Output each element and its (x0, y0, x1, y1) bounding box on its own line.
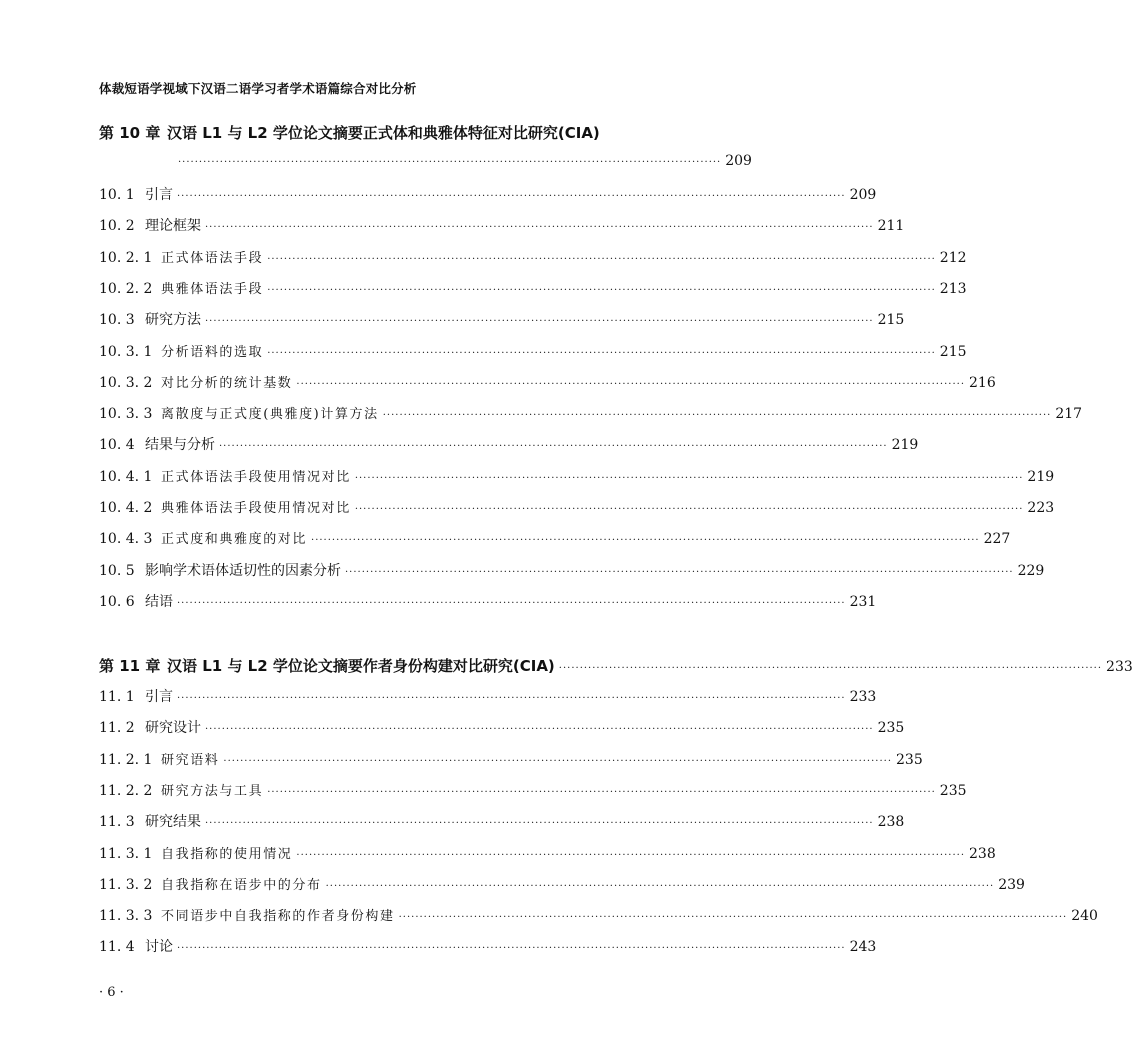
toc-entry-title: 结果与分析 (145, 437, 215, 454)
dot-leader: ································································································································································ (311, 535, 980, 547)
toc-entry (99, 560, 1045, 582)
toc-entry-title: 引言 (145, 187, 173, 203)
toc-entry-page: 219 (1027, 468, 1055, 485)
dot-leader: ································································································································································ (382, 410, 1052, 422)
toc-entry-number: 11. 4 (99, 939, 135, 956)
toc-entry-number: 11. 1 (99, 689, 135, 705)
chapter-11-heading (99, 655, 1133, 677)
toc-entry-page: 243 (849, 939, 877, 956)
toc-entry (99, 497, 1055, 519)
toc-entry-page: 215 (877, 312, 905, 329)
toc-entry-page: 235 (939, 782, 967, 799)
toc-entry-page: 233 (849, 689, 877, 705)
toc-entry-number: 10. 3 (99, 312, 135, 329)
toc-entry-number: 10. 6 (99, 593, 135, 610)
toc-entry-number: 10. 4. 2 (99, 500, 153, 516)
toc-entry-number: 11. 3 (99, 814, 135, 831)
dot-leader: ································································································································································ (223, 755, 892, 767)
toc-entry-number: 10. 2 (99, 218, 135, 235)
dot-leader: ································································································································································ (177, 943, 846, 955)
toc-entry (99, 843, 996, 865)
chapter-10-number: 第 10 章 (99, 124, 161, 142)
toc-entry-title: 正式体语法手段 (161, 250, 264, 266)
toc-entry-title: 典雅体语法手段 (161, 281, 264, 297)
chapter-10-title: 汉语 L1 与 L2 学位论文摘要正式体和典雅体特征对比研究(CIA) (167, 124, 600, 142)
toc-entry-title: 自我指称在语步中的分布 (161, 877, 322, 893)
toc-entry-number: 10. 3. 1 (99, 343, 153, 360)
toc-entry-title: 研究结果 (145, 814, 201, 831)
dot-leader: ································································································································································ (296, 849, 965, 861)
toc-entry-number: 11. 3. 2 (99, 876, 153, 893)
dot-leader: ································································································································································ (267, 253, 936, 265)
dot-leader: ································································································································································ (325, 880, 995, 892)
dot-leader: ································································································································································ (267, 347, 936, 359)
dot-leader: ································································································································································ (267, 284, 936, 296)
dot-leader: ································································································································································ (296, 378, 965, 390)
toc-entry-page: 238 (969, 845, 996, 862)
page-folio: · 6 · (99, 985, 124, 1000)
chapter-10-heading (99, 122, 650, 143)
toc-entry (99, 466, 1055, 488)
toc-entry (99, 686, 877, 708)
toc-entry (99, 184, 877, 206)
toc-entry-title: 离散度与正式度(典雅度)计算方法 (161, 407, 379, 423)
toc-entry (99, 874, 1025, 896)
dot-leader: ································································································································································ (205, 222, 874, 234)
dot-leader: ································································································································································ (177, 693, 846, 704)
toc-entry (99, 811, 905, 833)
toc-entry-number: 10. 1 (99, 187, 135, 203)
toc-entry (99, 403, 1083, 425)
toc-entry (99, 591, 877, 613)
toc-entry-number: 10. 3. 2 (99, 374, 153, 391)
dot-leader: ································································································································································ (205, 724, 874, 736)
dot-leader: ································································································································································ (354, 472, 1024, 484)
dot-leader: ································································································································································ (219, 441, 888, 453)
toc-entry-title: 研究设计 (145, 720, 201, 737)
toc-entry-page: 212 (939, 249, 967, 266)
toc-entry-title: 分析语料的选取 (161, 344, 264, 360)
toc-entry-title: 研究方法 (145, 312, 201, 329)
toc-entry-number: 10. 3. 3 (99, 406, 153, 423)
toc-entry-page: 239 (998, 876, 1025, 893)
toc-entry-title: 正式体语法手段使用情况对比 (161, 469, 351, 485)
toc-entry-page: 216 (969, 374, 996, 391)
toc-entry-title: 研究语料 (161, 752, 220, 768)
toc-entry (99, 215, 905, 237)
toc-entry-title: 自我指称的使用情况 (161, 846, 293, 862)
toc-entry-number: 10. 2. 1 (99, 249, 153, 266)
dot-leader: ································································································································································ (177, 597, 846, 609)
toc-entry-title: 结语 (145, 593, 173, 610)
toc-entry-page: 211 (877, 218, 905, 235)
toc-entry (99, 905, 1098, 927)
toc-entry-page: 215 (939, 343, 967, 360)
toc-entry (99, 717, 905, 739)
toc-entry (99, 780, 967, 802)
toc-entry (99, 247, 967, 269)
toc-entry-page: 231 (849, 593, 877, 610)
toc-entry-number: 11. 2 (99, 720, 135, 737)
toc-entry (99, 372, 996, 394)
chapter-10-page: 209 (725, 153, 752, 169)
toc-entry-number: 11. 2. 2 (99, 782, 153, 799)
toc-entry-title: 正式度和典雅度的对比 (161, 532, 308, 548)
toc-entry-number: 10. 2. 2 (99, 280, 153, 297)
dot-leader: ································································································································································ (345, 566, 1014, 578)
toc-entry-number: 10. 4. 3 (99, 531, 153, 548)
toc-entry-number: 10. 4 (99, 437, 135, 454)
toc-entry (99, 309, 905, 331)
toc-entry-title: 对比分析的统计基数 (161, 375, 293, 391)
toc-entry-number: 10. 4. 1 (99, 468, 153, 485)
dot-leader: ································································································································································ (354, 504, 1024, 515)
toc-entry-title: 讨论 (145, 939, 173, 956)
toc-entry-title: 引言 (145, 689, 173, 705)
toc-entry-page: 223 (1027, 500, 1055, 516)
toc-entry-page: 235 (877, 720, 905, 737)
chapter-11-number: 第 11 章 (99, 657, 161, 675)
dot-leader: ································································································································································ (205, 818, 874, 830)
toc-entry (99, 528, 1011, 550)
toc-entry-page: 235 (896, 751, 923, 768)
toc-entry-number: 11. 3. 3 (99, 908, 153, 925)
running-head: 体裁短语学视域下汉语二语学习者学术语篇综合对比分析 (99, 81, 417, 96)
toc-entry-page: 209 (849, 187, 877, 203)
dot-leader: ································································································································································ (177, 191, 846, 202)
dot-leader: ································································································································································ (205, 316, 874, 328)
toc-entry (99, 278, 967, 300)
toc-entry-page: 240 (1071, 908, 1098, 925)
toc-entry-page: 227 (983, 531, 1011, 548)
chapter-11-page: 233 (1106, 659, 1133, 675)
toc-entry-title: 研究方法与工具 (161, 783, 264, 799)
dot-leader: ·································································································································· (558, 663, 1103, 674)
chapter-11-title: 汉语 L1 与 L2 学位论文摘要作者身份构建对比研究(CIA) (167, 657, 555, 675)
toc-entry (99, 341, 967, 363)
toc-entry-number: 10. 5 (99, 562, 135, 579)
toc-entry (99, 749, 923, 771)
toc-entry-page: 238 (877, 814, 905, 831)
toc-entry-number: 11. 3. 1 (99, 845, 153, 862)
dot-leader: ································································································································································ (267, 786, 936, 798)
toc-entry-page: 229 (1017, 562, 1045, 579)
toc-entry-title: 不同语步中自我指称的作者身份构建 (161, 909, 395, 925)
toc-entry-page: 217 (1055, 406, 1083, 423)
toc-entry (99, 936, 877, 958)
toc-entry-title: 影响学术语体适切性的因素分析 (145, 562, 341, 579)
toc-entry-page: 213 (939, 280, 967, 297)
dot-leader: ································································································································································ (398, 912, 1068, 924)
chapter-10-leader-row (178, 153, 752, 175)
toc-entry-title: 理论框架 (145, 218, 201, 235)
toc-entry-number: 11. 2. 1 (99, 751, 153, 768)
dot-leader: ·································································································································· (178, 157, 722, 168)
toc-entry-title: 典雅体语法手段使用情况对比 (161, 501, 351, 516)
toc-entry (99, 434, 919, 456)
toc-entry-page: 219 (891, 437, 919, 454)
